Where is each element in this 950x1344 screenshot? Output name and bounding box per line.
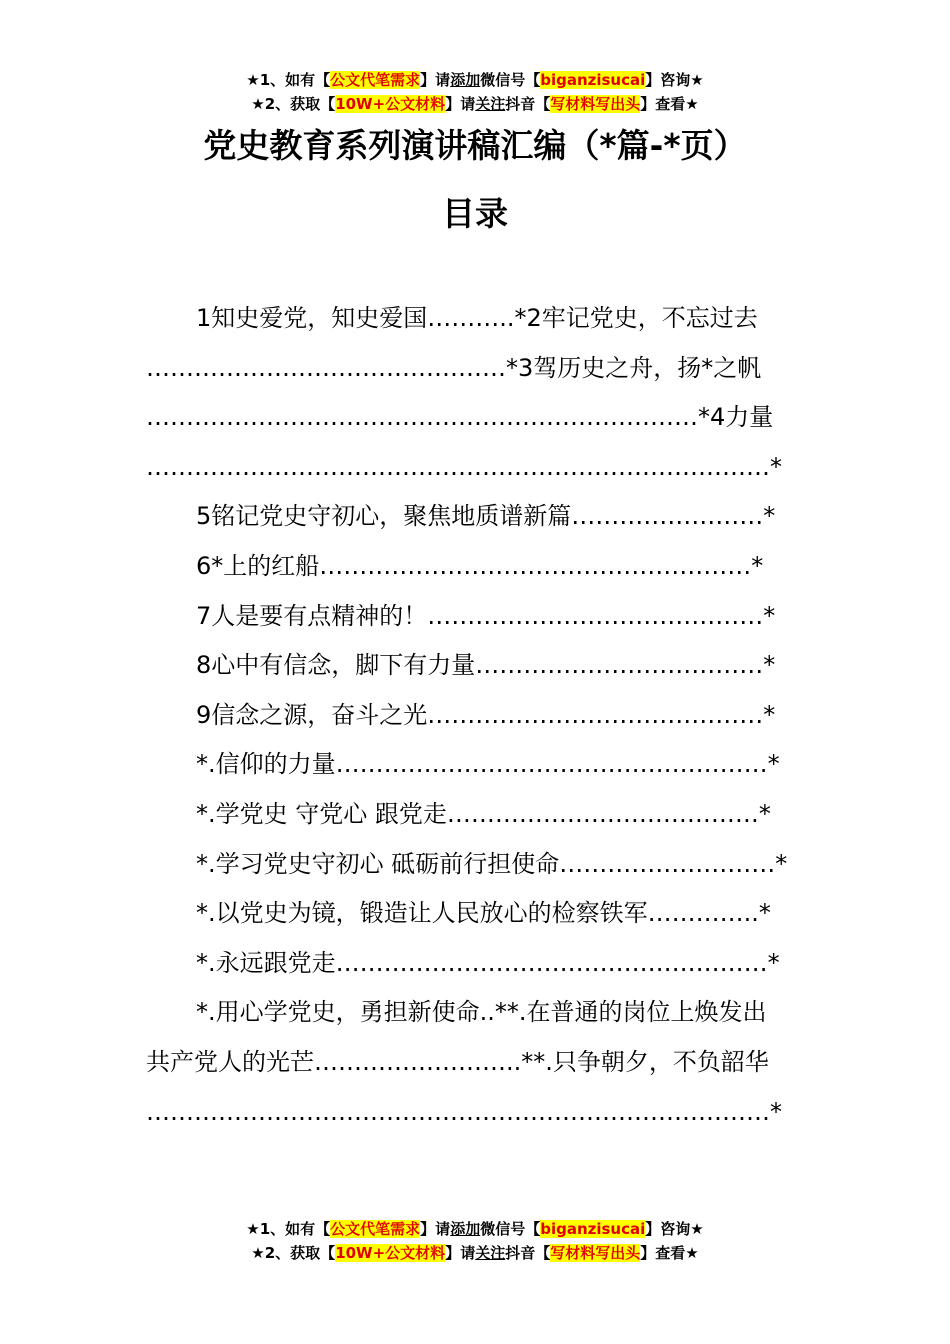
- banner-highlight: 公文代笔需求: [330, 1220, 421, 1238]
- banner-text: 】请: [420, 71, 451, 89]
- banner-line-2: [0, 92, 950, 116]
- table-of-contents: [146, 294, 806, 1137]
- banner-text: 】查看★: [640, 1244, 699, 1262]
- header-banner: [0, 68, 950, 116]
- banner-highlight: 10W+公文材料: [335, 95, 446, 113]
- toc-entry[interactable]: *.永远跟党走………………………………………………*: [196, 948, 780, 977]
- banner-line-1: [0, 68, 950, 92]
- banner-text: 微信号【: [480, 71, 541, 89]
- banner-underline: 关注: [475, 1244, 506, 1262]
- banner-highlight: 写材料写出头: [550, 1244, 641, 1262]
- toc-entry[interactable]: ………………………………………*3驾历史之舟，扬*之帆: [146, 353, 762, 382]
- toc-entry[interactable]: *.信仰的力量………………………………………………*: [196, 750, 780, 779]
- toc-entry[interactable]: *.学习党史守初心 砥砺前行担使命………………………*: [196, 849, 788, 878]
- toc-entry[interactable]: ……………………………………………………………*4力量: [146, 403, 774, 432]
- banner-text: ★2、获取【: [251, 1244, 336, 1262]
- toc-entry[interactable]: 9信念之源，奋斗之光……………………………………*: [196, 700, 776, 729]
- toc-entry[interactable]: ……………………………………………………………………*: [146, 452, 782, 481]
- banner-text: ★1、如有【: [246, 71, 331, 89]
- banner-text: 】咨询★: [645, 71, 704, 89]
- toc-entry[interactable]: *.以党史为镜，锻造让人民放心的检察铁军…………..*: [196, 899, 771, 928]
- banner-highlight: 10W+公文材料: [335, 1244, 446, 1262]
- banner-text: 微信号【: [480, 1220, 541, 1238]
- banner-text: ★2、获取【: [251, 95, 336, 113]
- footer-banner: [0, 1217, 950, 1265]
- banner-text: ★1、如有【: [246, 1220, 331, 1238]
- banner-text: 】查看★: [640, 95, 699, 113]
- banner-text: 】请: [445, 1244, 476, 1262]
- banner-highlight: 写材料写出头: [550, 95, 641, 113]
- banner-text: 】请: [420, 1220, 451, 1238]
- banner-highlight: biganzisucai: [540, 71, 646, 89]
- toc-entry[interactable]: 6*上的红船………………………………………………*: [196, 551, 764, 580]
- banner-line-1: [0, 1217, 950, 1241]
- banner-text: 】请: [445, 95, 476, 113]
- banner-text: 抖音【: [505, 1244, 551, 1262]
- banner-underline: 添加: [450, 1220, 481, 1238]
- toc-heading: 目录: [442, 194, 508, 233]
- banner-highlight: 公文代笔需求: [330, 71, 421, 89]
- banner-text: 】咨询★: [645, 1220, 704, 1238]
- toc-entry[interactable]: 8心中有信念，脚下有力量………………………………*: [196, 651, 776, 680]
- toc-entry[interactable]: 共产党人的光芒……………………..**.只争朝夕，不负韶华: [146, 1047, 769, 1076]
- banner-underline: 关注: [475, 95, 506, 113]
- toc-entry[interactable]: *.用心学党史，勇担新使命..**.在普通的岗位上焕发出: [196, 998, 767, 1027]
- banner-underline: 添加: [450, 71, 481, 89]
- banner-text: 抖音【: [505, 95, 551, 113]
- banner-line-2: [0, 1241, 950, 1265]
- toc-entry[interactable]: 1知史爱党，知史爱国………..*2牢记党史，不忘过去: [196, 304, 758, 332]
- toc-entry[interactable]: ……………………………………………………………………*: [146, 1097, 782, 1126]
- banner-highlight: biganzisucai: [540, 1220, 646, 1238]
- toc-entry[interactable]: 7人是要有点精神的！……………………………………*: [196, 601, 776, 630]
- toc-entry[interactable]: *.学党史 守党心 跟党走…………………………………*: [196, 799, 771, 828]
- toc-entry[interactable]: 5铭记党史守初心，聚焦地质谱新篇……………………*: [196, 502, 776, 531]
- document-title: 党史教育系列演讲稿汇编（*篇-*页）: [203, 126, 747, 165]
